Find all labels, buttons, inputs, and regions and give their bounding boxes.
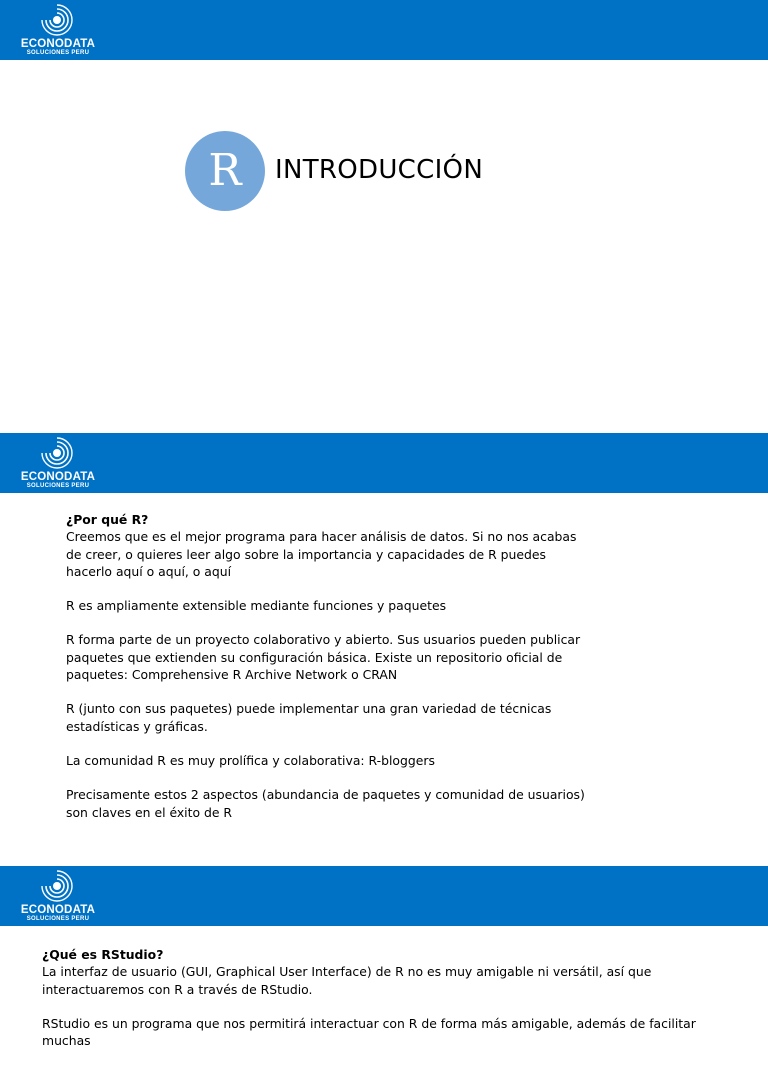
intro-text: Creemos que es el mejor programa para hacer análisis de datos. Si no nos acabas de creer, o quieres leer algo sobre la importancia y capacidades de R puedes hacerlo aquí o aquí, o aquí: [66, 529, 577, 579]
paragraph-colaborativo: R forma parte de un proyecto colaborativo y abierto. Sus usuarios pueden publicar paquetes que extienden su configuración básica. Existe un repositorio oficial de paquetes: Comprehensive R Archive Network o CRAN: [66, 632, 581, 683]
section-heading: ¿Qué es RStudio?: [42, 947, 164, 962]
paragraph-claves: Precisamente estos 2 aspectos (abundancia de paquetes y comunidad de usuarios) son claves en el éxito de R: [66, 787, 585, 820]
r-logo: R: [185, 131, 265, 211]
slide-introduccion: [0, 0, 768, 433]
logo-name: ECONODATA: [20, 904, 96, 916]
slide-body: [66, 511, 586, 838]
logo-tagline: SOLUCIONES PERU: [26, 916, 90, 922]
paragraph-extensible: R es ampliamente extensible mediante funciones y paquetes: [66, 598, 447, 614]
logo-tagline: SOLUCIONES PERU: [26, 50, 90, 56]
intro-text: La interfaz de usuario (GUI, Graphical User Interface) de R no es muy amigable ni versátil, así que interactuaremos con R a través de RStudio.: [42, 964, 652, 997]
logo-tagline: SOLUCIONES PERU: [26, 483, 90, 489]
logo-name: ECONODATA: [20, 38, 96, 50]
intro-paragraph: [66, 511, 586, 580]
slide-body: [42, 946, 732, 1066]
econodata-logo: [18, 436, 98, 490]
logo-name: ECONODATA: [20, 471, 96, 483]
slide-title: INTRODUCCIÓN: [275, 155, 484, 185]
paragraph-rstudio: RStudio es un programa que nos permitirá interactuar con R de forma más amigable, además de facilitar muchas: [42, 1015, 696, 1049]
section-heading: ¿Por qué R?: [66, 512, 149, 527]
intro-paragraph: [42, 946, 732, 998]
paragraph-tecnicas: R (junto con sus paquetes) puede implementar una gran variedad de técnicas estadísticas y gráficas.: [66, 701, 552, 734]
header-band: [0, 866, 768, 926]
econodata-logo: [18, 3, 98, 57]
slide-por-que-r: [0, 433, 768, 866]
spiral-icon: [40, 436, 74, 470]
spiral-icon: [40, 869, 74, 903]
slide-que-es-rstudio: [0, 866, 768, 1049]
spiral-icon: [40, 3, 74, 37]
header-band: [0, 433, 768, 493]
header-band: [0, 0, 768, 60]
paragraph-comunidad: La comunidad R es muy prolífica y colaborativa: R-bloggers: [66, 752, 435, 768]
econodata-logo: [18, 869, 98, 923]
